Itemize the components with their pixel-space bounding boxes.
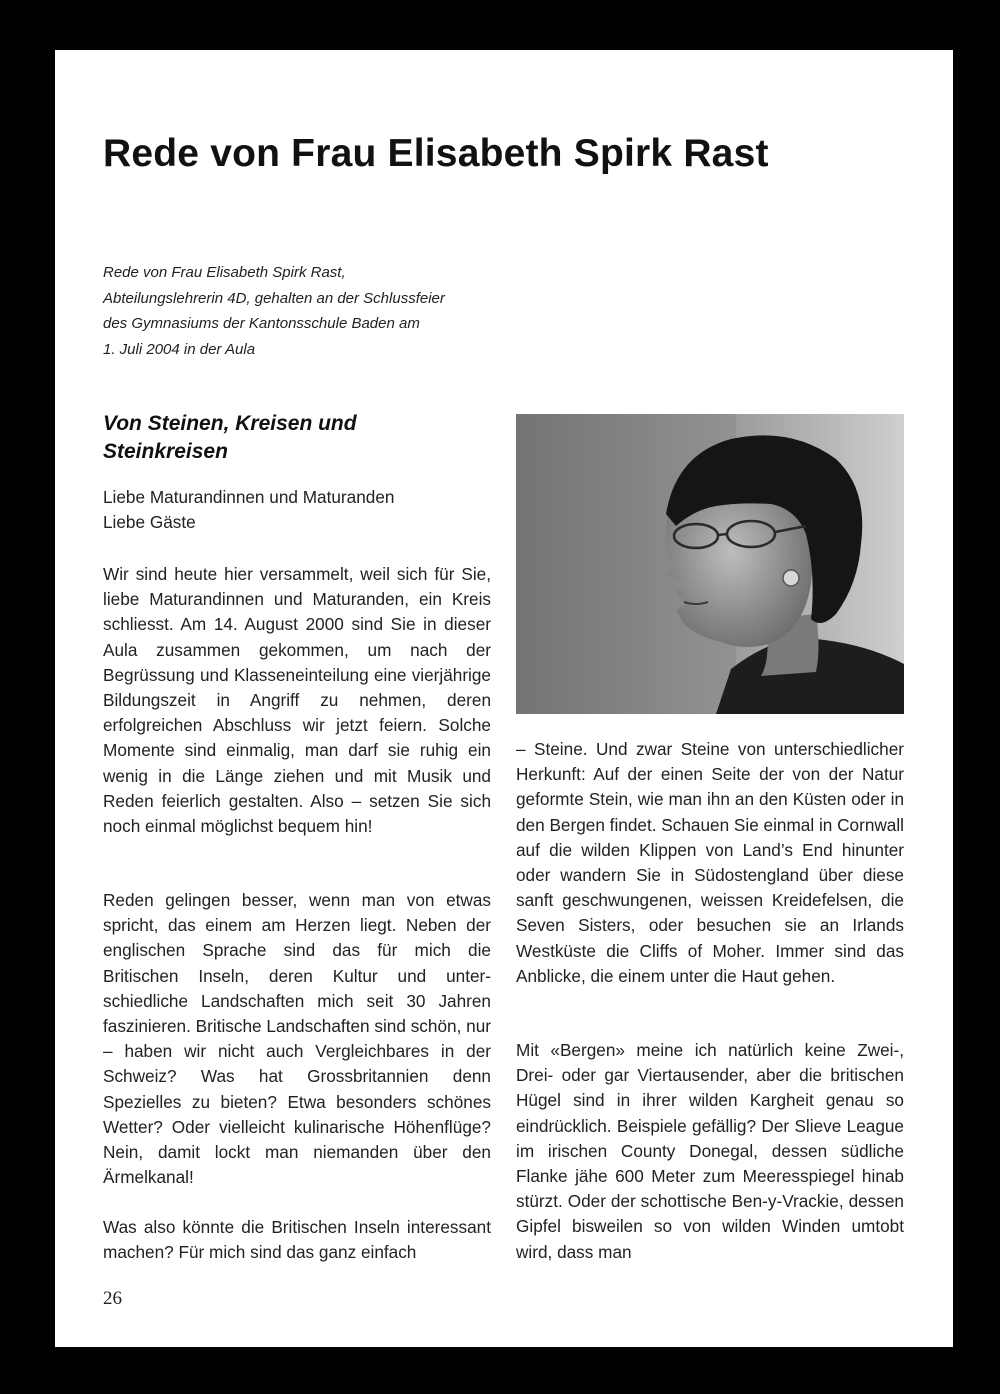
greeting — [103, 485, 491, 535]
body-paragraph: Reden gelingen besser, wenn man von etwas spricht, das einem am Herzen liegt. Neben der englischen Sprache sind das für mich die Britischen Inseln, deren Kultur und unterschiedliche Landschaften mich seit 30 Jahren faszinieren. Britische Landschaften sind schön, nur – haben wir nicht auch Vergleichbares in der Schweiz? Was hat Grossbritannien denn Spezielles zu bieten? Etwa besonders schönes Wetter? Oder vielleicht kulinarische Höhenflüge? Nein, damit lockt man niemanden über den Ärmelkanal! — [103, 890, 491, 1188]
right-column-paragraph-1 — [516, 737, 904, 989]
body-paragraph: – Steine. Und zwar Steine von unterschiedlicher Herkunft: Auf der einen Seite der von der Natur geformte Stein, wie man ihn an den Küsten oder in den Bergen findet. Schauen Sie einmal in Cornwall auf die wilden Klippen von Land’s End hinunter oder wandern Sie in Südostengland über diese sanft geschwungenen, weissen Kreidefelsen, die Seven Sisters, oder besuchen sie an Irlands Westküste die Cliffs of Moher. Immer sind das Anblicke, die einem unter die Haut gehen. — [516, 739, 904, 986]
left-column-paragraph-3 — [103, 1215, 491, 1265]
portrait-image — [516, 414, 904, 714]
greeting-line: Liebe Gäste — [103, 512, 196, 533]
left-column-paragraph-1 — [103, 562, 491, 839]
intro-line: Abteilungslehrerin 4D, gehalten an der Schlussfeier — [103, 289, 445, 307]
document-page — [55, 50, 953, 1347]
subheading-line: Steinkreisen — [103, 440, 228, 463]
right-column-paragraph-2 — [516, 1038, 904, 1265]
greeting-line: Liebe Maturandinnen und Maturanden — [103, 487, 395, 507]
portrait-photo — [516, 414, 904, 714]
body-paragraph: Was also könnte die Britischen Inseln interessant machen? Für mich sind das ganz einfach — [103, 1217, 491, 1263]
page-title: Rede von Frau Elisabeth Spirk Rast — [103, 132, 769, 175]
body-paragraph: Mit «Bergen» meine ich natürlich keine Zwei-, Drei- oder gar Viertausender, aber die britischen Hügel sind in ihrer wilden Kargheit genau so eindrücklich. Beispiele gefällig? Der Slieve League im irischen County Donegal, dessen südliche Flanke jähe 600 Meter zum Meeresspiegel hinab stürzt. Oder der schottische Ben-y-Vrackie, dessen Gipfel bisweilen so von wilden Winden umtobt wird, dass man — [516, 1040, 904, 1262]
intro-line: Rede von Frau Elisabeth Spirk Rast, — [103, 264, 346, 281]
intro-line: des Gymnasiums der Kantonsschule Baden am — [103, 315, 420, 332]
subheading-line: Von Steinen, Kreisen und — [103, 412, 357, 435]
intro-caption — [103, 260, 523, 362]
intro-line: 1. Juli 2004 in der Aula — [103, 340, 256, 358]
body-paragraph: Wir sind heute hier versammelt, weil sich für Sie, liebe Maturandinnen und Maturanden, ein Kreis schliesst. Am 14. August 2000 sind Sie in dieser Aula zusammen gekommen, um nach der Begrüssung und Klasseneinteilung eine vierjährige Bildungszeit in Angriff zu nehmen, deren erfolgreichen Abschluss wir jetzt feiern. Solche Momente sind einmalig, man darf sie ruhig ein wenig in die Länge ziehen und mit Musik und Reden feierlich gestalten. Also – setzen Sie sich noch einmal möglichst bequem hin! — [103, 564, 491, 837]
section-subheading — [103, 410, 503, 466]
page-number: 26 — [103, 1288, 122, 1309]
left-column-paragraph-2 — [103, 888, 491, 1190]
